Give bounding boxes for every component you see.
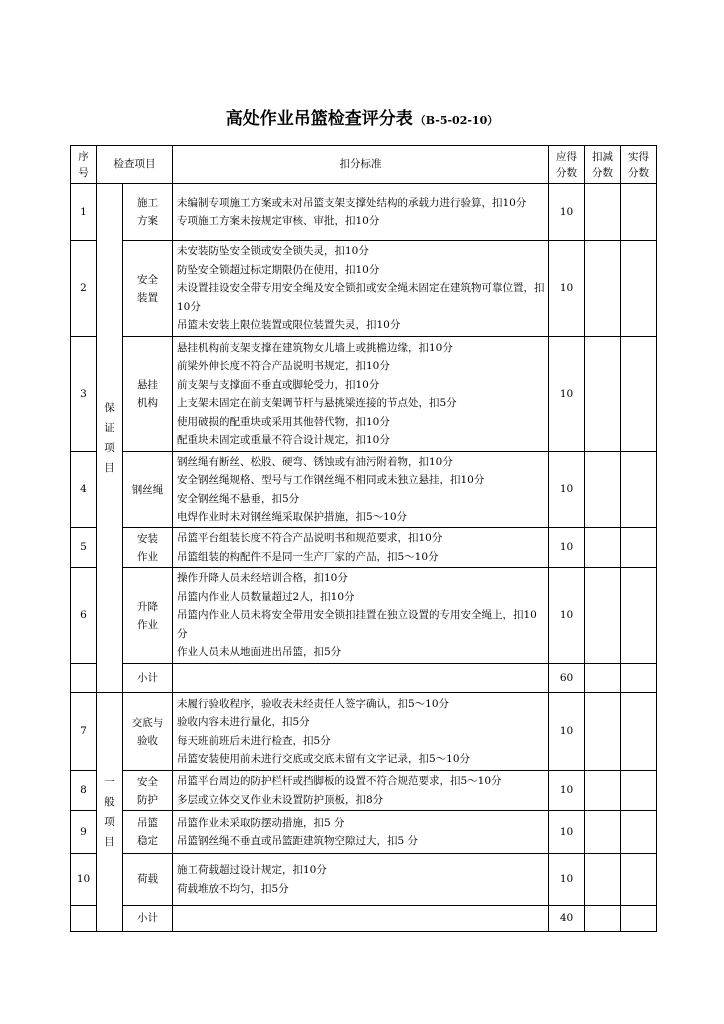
table-row: [71, 528, 657, 568]
subtotal-actual-score[interactable]: [621, 664, 657, 693]
row-seq: 3: [71, 337, 97, 452]
row-seq: 10: [71, 854, 97, 906]
row-deduct-score[interactable]: [585, 337, 621, 452]
row-seq: 8: [71, 771, 97, 811]
header-check-item: 检查项目: [97, 146, 173, 184]
table-row: [71, 337, 657, 452]
row-criteria: 施工荷载超过设计规定，扣10分 荷载堆放不均匀，扣5分: [173, 854, 549, 906]
title-text: 高处作业吊篮检查评分表: [225, 109, 413, 129]
page-title: [0, 104, 724, 129]
subtotal-seq: [71, 906, 97, 932]
row-actual-score[interactable]: [621, 568, 657, 664]
row-item: 交底与验收: [123, 693, 173, 771]
row-actual-score[interactable]: [621, 337, 657, 452]
category-guarantee: 保证项目: [97, 184, 123, 693]
row-item: 荷载: [123, 854, 173, 906]
row-item: 升降作业: [123, 568, 173, 664]
row-item: 悬挂机构: [123, 337, 173, 452]
header-actual-score: 实得分数: [621, 146, 657, 184]
row-due-score: 10: [549, 854, 585, 906]
subtotal-row: [71, 906, 657, 932]
table-row: [71, 568, 657, 664]
subtotal-actual-score[interactable]: [621, 906, 657, 932]
row-criteria: 未编制专项施工方案或未对吊篮支架支撑处结构的承载力进行验算，扣10分 专项施工方案未按规定审核、审批，扣10分: [173, 184, 549, 241]
table-row: [71, 184, 657, 241]
table-row: [71, 693, 657, 771]
row-seq: 7: [71, 693, 97, 771]
row-deduct-score[interactable]: [585, 452, 621, 528]
row-criteria: 操作升降人员未经培训合格，扣10分 吊篮内作业人员数量超过2人，扣10分 吊篮内作业人员未将安全带用安全锁扣挂置在独立设置的专用安全绳上，扣10分 作业人员未从地面进出吊篮，扣5分: [173, 568, 549, 664]
row-due-score: 10: [549, 528, 585, 568]
row-due-score: 10: [549, 568, 585, 664]
score-table: [70, 145, 657, 932]
header-seq: 序号: [71, 146, 97, 184]
header-due-score: 应得分数: [549, 146, 585, 184]
row-due-score: 10: [549, 337, 585, 452]
table-row: [71, 811, 657, 854]
table-row: [71, 452, 657, 528]
row-criteria: 吊篮作业未采取防摆动措施，扣5 分 吊篮钢丝绳不垂直或吊篮距建筑物空隙过大，扣5 分: [173, 811, 549, 854]
form-code: （B-5-02-10）: [414, 114, 499, 127]
row-due-score: 10: [549, 452, 585, 528]
row-seq: 4: [71, 452, 97, 528]
row-actual-score[interactable]: [621, 241, 657, 337]
row-deduct-score[interactable]: [585, 854, 621, 906]
row-due-score: 10: [549, 771, 585, 811]
row-criteria: 钢丝绳有断丝、松股、硬弯、锈蚀或有油污附着物，扣10分 安全钢丝绳规格、型号与工作钢丝绳不相同或未独立悬挂，扣10分 安全钢丝绳不悬垂，扣5分 电焊作业时未对钢丝绳采取保护措施，扣5～10分: [173, 452, 549, 528]
row-item: 安装作业: [123, 528, 173, 568]
subtotal-label: 小计: [123, 664, 173, 693]
subtotal-deduct-score[interactable]: [585, 906, 621, 932]
subtotal-deduct-score[interactable]: [585, 664, 621, 693]
row-actual-score[interactable]: [621, 693, 657, 771]
row-due-score: 10: [549, 693, 585, 771]
header-criteria: 扣分标准: [173, 146, 549, 184]
row-criteria: 未履行验收程序，验收表未经责任人签字确认，扣5～10分 验收内容未进行量化，扣5分 每天班前班后未进行检查，扣5分 吊篮安装使用前未进行交底或交底未留有文字记录，扣5～10分: [173, 693, 549, 771]
header-deduct-score: 扣减分数: [585, 146, 621, 184]
row-seq: 2: [71, 241, 97, 337]
table-row: [71, 854, 657, 906]
row-seq: 5: [71, 528, 97, 568]
subtotal-due-score: 60: [549, 664, 585, 693]
row-deduct-score[interactable]: [585, 693, 621, 771]
category-general: 一般项目: [97, 693, 123, 932]
row-deduct-score[interactable]: [585, 241, 621, 337]
row-due-score: 10: [549, 241, 585, 337]
row-deduct-score[interactable]: [585, 811, 621, 854]
row-item: 安全防护: [123, 771, 173, 811]
row-seq: 9: [71, 811, 97, 854]
row-actual-score[interactable]: [621, 528, 657, 568]
row-seq: 1: [71, 184, 97, 241]
subtotal-criteria: [173, 664, 549, 693]
row-deduct-score[interactable]: [585, 184, 621, 241]
row-item: 钢丝绳: [123, 452, 173, 528]
row-item: 安全装置: [123, 241, 173, 337]
subtotal-due-score: 40: [549, 906, 585, 932]
row-criteria: 吊篮平台组装长度不符合产品说明书和规范要求，扣10分 吊篮组装的构配件不是同一生产厂家的产品，扣5～10分: [173, 528, 549, 568]
row-criteria: 悬挂机构前支架支撑在建筑物女儿墙上或挑檐边缘，扣10分 前梁外伸长度不符合产品说明书规定，扣10分 前支架与支撑面不垂直或脚轮受力，扣10分 上支架未固定在前支架调节杆与悬挑梁连接的节点处，扣5分 使用破损的配重块或采用其他替代物，扣10分 配重块未固定或重量不符合设计规定，扣10分: [173, 337, 549, 452]
row-actual-score[interactable]: [621, 811, 657, 854]
row-criteria: 未安装防坠安全锁或安全锁失灵，扣10分 防坠安全锁超过标定期限仍在使用，扣10分 未设置挂设安全带专用安全绳及安全锁扣或安全绳未固定在建筑物可靠位置，扣10分 吊篮未安装上限位装置或限位装置失灵，扣10分: [173, 241, 549, 337]
row-due-score: 10: [549, 811, 585, 854]
row-actual-score[interactable]: [621, 854, 657, 906]
row-deduct-score[interactable]: [585, 568, 621, 664]
header-row: [71, 146, 657, 184]
row-actual-score[interactable]: [621, 184, 657, 241]
row-criteria: 吊篮平台周边的防护栏杆或挡脚板的设置不符合规范要求，扣5～10分 多层或立体交叉作业未设置防护顶板，扣8分: [173, 771, 549, 811]
row-deduct-score[interactable]: [585, 528, 621, 568]
subtotal-label: 小计: [123, 906, 173, 932]
subtotal-row: [71, 664, 657, 693]
subtotal-criteria: [173, 906, 549, 932]
table-row: [71, 241, 657, 337]
row-deduct-score[interactable]: [585, 771, 621, 811]
subtotal-seq: [71, 664, 97, 693]
row-actual-score[interactable]: [621, 452, 657, 528]
row-item: 吊篮稳定: [123, 811, 173, 854]
row-seq: 6: [71, 568, 97, 664]
row-actual-score[interactable]: [621, 771, 657, 811]
row-due-score: 10: [549, 184, 585, 241]
table-row: [71, 771, 657, 811]
row-item: 施工方案: [123, 184, 173, 241]
